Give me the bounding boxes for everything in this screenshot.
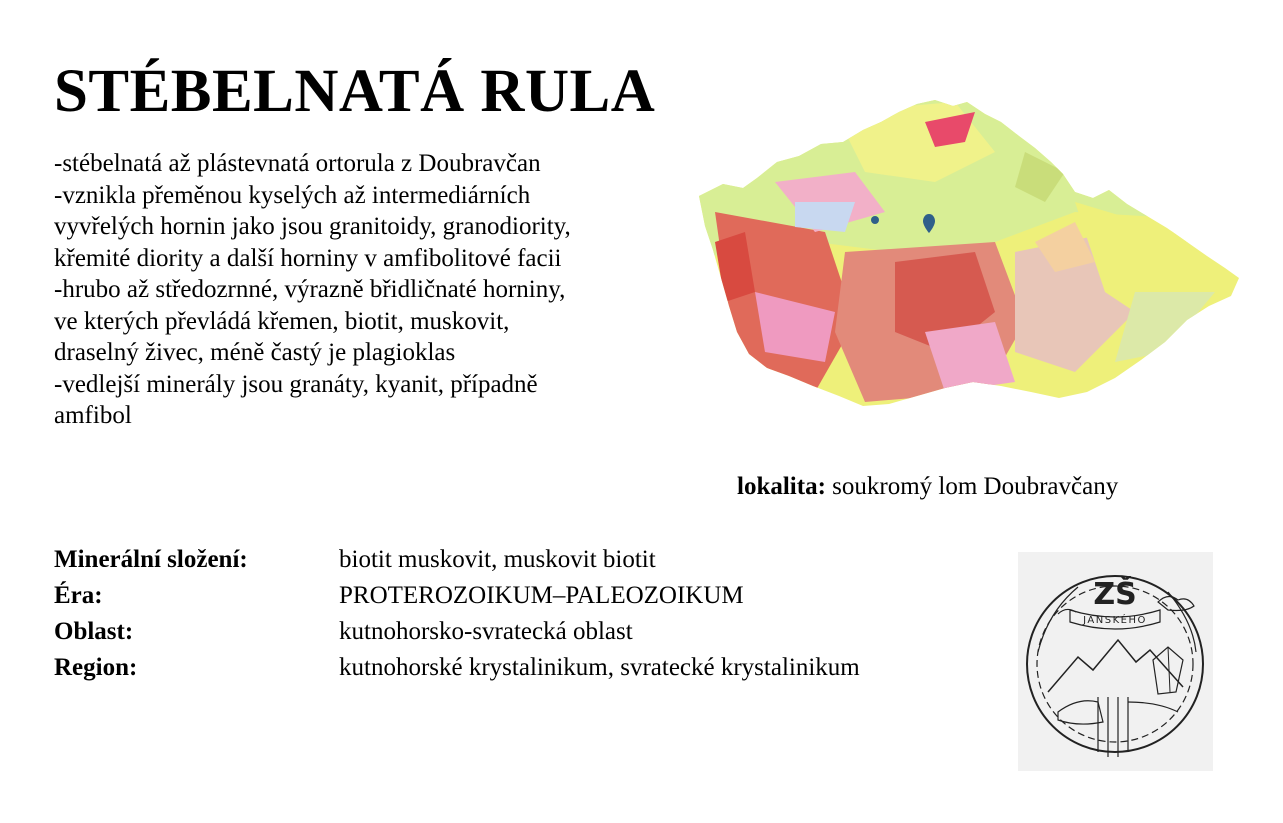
locality xyxy=(737,473,1118,501)
property-row xyxy=(54,578,860,614)
property-label: Region: xyxy=(54,654,138,681)
description-line: amfibol xyxy=(54,402,132,429)
description xyxy=(54,148,694,432)
property-label: Oblast: xyxy=(54,618,134,645)
properties-table xyxy=(54,542,860,686)
description-line: -vedlejší minerály jsou granáty, kyanit, případně xyxy=(54,370,538,398)
property-value: biotit muskovit, muskovit biotit xyxy=(339,546,656,573)
description-line: křemité diority a další horniny v amfibolitové facii xyxy=(54,244,562,272)
property-row xyxy=(54,542,860,578)
property-label: Minerální složení: xyxy=(54,546,248,573)
description-line: -vznikla přeměnou kyselých až intermediárních xyxy=(54,181,531,209)
description-line: -hrubo až středozrnné, výrazně břidličnaté horniny, xyxy=(54,276,566,303)
map-regions xyxy=(695,92,1243,412)
property-row xyxy=(54,614,860,650)
description-line: vyvřelých hornin jako jsou granitoidy, granodiority, xyxy=(54,213,571,240)
description-line: draselný živec, méně častý je plagioklas xyxy=(54,339,456,366)
page-title: STÉBELNATÁ RULA xyxy=(54,58,656,125)
property-value: kutnohorsko-svratecká oblast xyxy=(339,618,633,645)
description-line: -stébelnatá až plástevnatá ortorula z Doubravčan xyxy=(54,150,541,177)
property-value: PROTEROZOIKUM–PALEOZOIKUM xyxy=(339,582,744,609)
description-line: ve kterých převládá křemen, biotit, muskovit, xyxy=(54,307,510,335)
locality-value: soukromý lom Doubravčany xyxy=(832,473,1119,500)
school-logo xyxy=(1018,552,1213,771)
logo-title: ZŠ xyxy=(1093,577,1137,612)
property-value: kutnohorské krystalinikum, svratecké krystalinikum xyxy=(339,654,860,681)
locality-label: lokalita: xyxy=(737,473,826,500)
property-row xyxy=(54,650,860,686)
property-label: Éra: xyxy=(54,582,103,609)
geological-map xyxy=(695,92,1243,412)
logo-banner: JANSKÉHO xyxy=(1083,615,1147,626)
location-dot xyxy=(871,216,879,224)
